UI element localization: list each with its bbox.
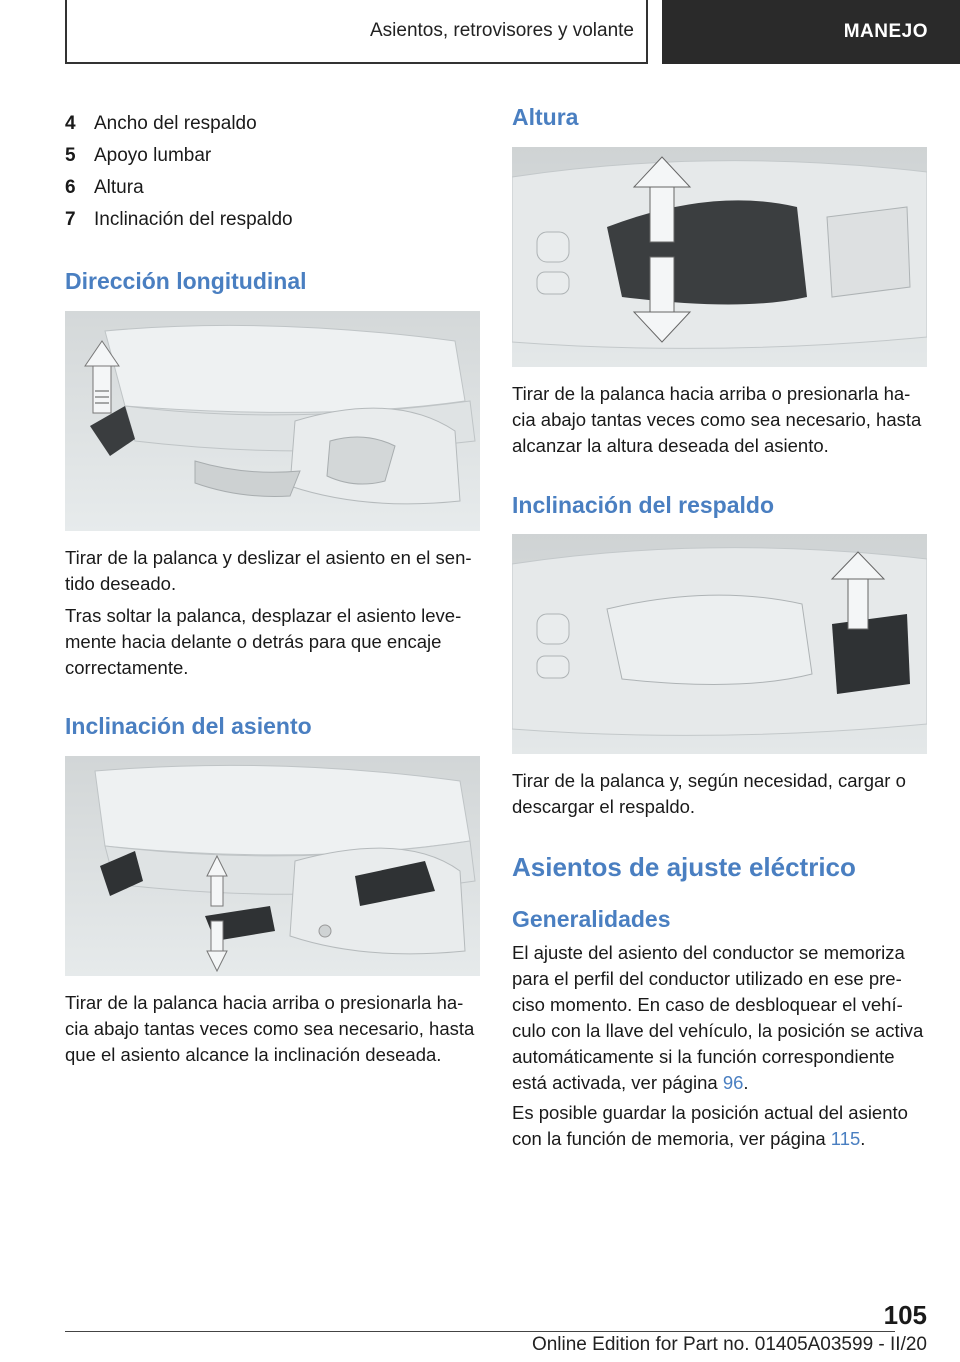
paragraph-backrest: Tirar de la palanca y, según necesidad, cargar o descargar el respaldo. <box>512 770 906 817</box>
page-link-96[interactable]: 96 <box>722 1072 744 1093</box>
heading-electric-seats: Asientos de ajuste eléctrico <box>512 852 856 882</box>
list-text: Inclinación del respaldo <box>94 209 293 230</box>
figure-height <box>512 147 927 367</box>
paragraph-longitudinal-1: Tirar de la palanca y deslizar el asiento en el sen‐ tido deseado. <box>65 547 472 594</box>
heading-seat-tilt: Inclinación del asiento <box>65 713 312 739</box>
heading-backrest: Inclinación del respaldo <box>512 492 775 518</box>
list-text: Apoyo lumbar <box>94 145 212 166</box>
paragraph-electric-2-end: . <box>860 1128 866 1149</box>
header-section-text: Asientos, retrovisores y volante <box>369 20 634 41</box>
paragraph-electric-2-text: Es posible guardar la posición actual del asiento con la función de memoria, ver página <box>512 1102 908 1149</box>
heading-general: Generalidades <box>512 906 671 932</box>
list-number: 5 <box>65 145 76 166</box>
figure-backrest <box>512 534 927 754</box>
figure-longitudinal <box>65 311 480 531</box>
header-chapter-tab <box>662 0 960 64</box>
footer-edition: Online Edition for Part no. 01405A03599 - II/20 <box>531 1334 927 1355</box>
list-number: 7 <box>65 209 76 230</box>
footer-divider <box>65 1331 895 1332</box>
figure-seat-tilt <box>65 756 480 976</box>
list-text: Altura <box>94 177 144 198</box>
paragraph-electric-2 <box>512 1100 927 1152</box>
paragraph-electric-1 <box>512 940 927 1096</box>
page-number: 105 <box>883 1300 927 1330</box>
heading-height: Altura <box>512 104 579 130</box>
list-number: 4 <box>65 113 76 134</box>
page-link-115[interactable]: 115 <box>830 1128 861 1149</box>
paragraph-height: Tirar de la palanca hacia arriba o presionarla ha‐ cia abajo tantas veces como sea necesario, hasta alcanzar la altura deseada del asiento. <box>512 383 922 456</box>
header-chapter-text: MANEJO <box>843 21 928 42</box>
paragraph-longitudinal-2: Tras soltar la palanca, desplazar el asiento leve‐ mente hacia delante o detrás para que encaje correctamente. <box>65 605 462 678</box>
paragraph-seat-tilt: Tirar de la palanca hacia arriba o presionarla ha‐ cia abajo tantas veces como sea necesario, hasta que el asiento alcance la inclinación deseada. <box>65 992 475 1065</box>
list-number: 6 <box>65 177 76 198</box>
header-section-title <box>65 0 648 64</box>
paragraph-electric-1-end: . <box>743 1072 749 1093</box>
paragraph-electric-1-text: El ajuste del asiento del conductor se memoriza para el perfil del conductor utilizado en ese pre‐ ciso momento. En caso de desbloquear el vehí‐ culo con la llave del vehículo, la posición se activa automáticamente si la función correspondiente está activada, ver página <box>512 942 924 1093</box>
heading-longitudinal: Dirección longitudinal <box>65 268 307 294</box>
list-text: Ancho del respaldo <box>94 113 257 134</box>
